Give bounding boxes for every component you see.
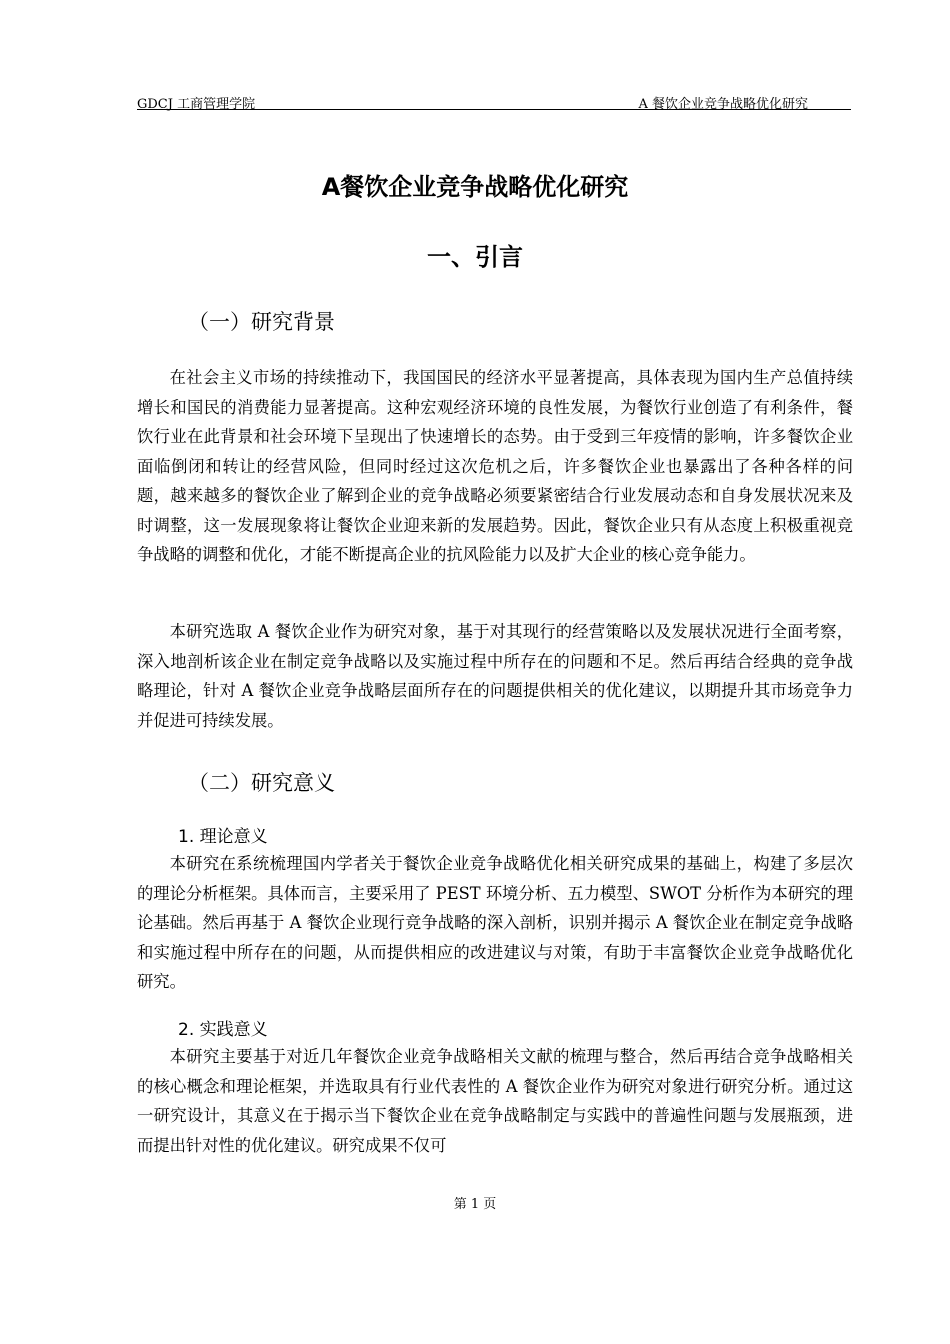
header-divider <box>137 109 851 110</box>
section-heading-background: （一）研究背景 <box>188 310 335 334</box>
header-doc-title: A 餐饮企业竞争战略优化研究 <box>638 97 808 112</box>
chapter-heading: 一、引言 <box>427 243 523 271</box>
body-paragraph: 在社会主义市场的持续推动下，我国国民的经济水平显著提高，具体表现为国内生产总值持续增长和国民的消费能力显著提高。这种宏观经济环境的良性发展，为餐饮行业创造了有利条件，餐饮行业在此背景和社会环境下呈现出了快速增长的态势。由于受到三年疫情的影响，许多餐饮企业面临倒闭和转让的经营风险，但同时经过这次危机之后，许多餐饮企业也暴露出了各种各样的问题，越来越多的餐饮企业了解到企业的竞争战略必须要紧密结合行业发展动态和自身发展状况来及时调整，这一发展现象将让餐饮企业迎来新的发展趋势。因此，餐饮企业只有从态度上积极重视竞争战略的调整和优化，才能不断提高企业的抗风险能力以及扩大企业的核心竞争能力。 <box>137 368 853 564</box>
header-school: GDCJ 工商管理学院 <box>137 97 256 112</box>
subsection-heading-practice: 2. 实践意义 <box>178 1020 268 1040</box>
body-paragraph: 本研究主要基于对近几年餐饮企业竞争战略相关文献的梳理与整合，然后再结合竞争战略相关的核心概念和理论框架，并选取具有行业代表性的 A 餐饮企业作为研究对象进行研究分析。通过这一研究设计，其意义在于揭示当下餐饮企业在竞争战略制定与实践中的普遍性问题与发展瓶颈，进而提出针对性的优化建议。研究成果不仅可 <box>137 1047 853 1155</box>
document-title: A餐饮企业竞争战略优化研究 <box>321 173 629 201</box>
body-paragraph: 本研究在系统梳理国内学者关于餐饮企业竞争战略优化相关研究成果的基础上，构建了多层次的理论分析框架。具体而言，主要采用了 PEST 环境分析、五力模型、SWOT 分析作为本研究的理论基础。然后再基于 A 餐饮企业现行竞争战略的深入剖析，识别并揭示 A 餐饮企业在制定竞争战略和实施过程中所存在的问题，从而提供相应的改进建议与对策，有助于丰富餐饮企业竞争战略优化研究。 <box>137 854 853 991</box>
section-heading-significance: （二）研究意义 <box>188 771 335 795</box>
body-paragraph: 本研究选取 A 餐饮企业作为研究对象，基于对其现行的经营策略以及发展状况进行全面考察，深入地剖析该企业在制定竞争战略以及实施过程中所存在的问题和不足。然后再结合经典的竞争战略理论，针对 A 餐饮企业竞争战略层面所存在的问题提供相关的优化建议，以期提升其市场竞争力并促进可持续发展。 <box>137 622 853 730</box>
subsection-heading-theory: 1. 理论意义 <box>178 827 268 847</box>
page-number: 第 1 页 <box>453 1197 497 1212</box>
